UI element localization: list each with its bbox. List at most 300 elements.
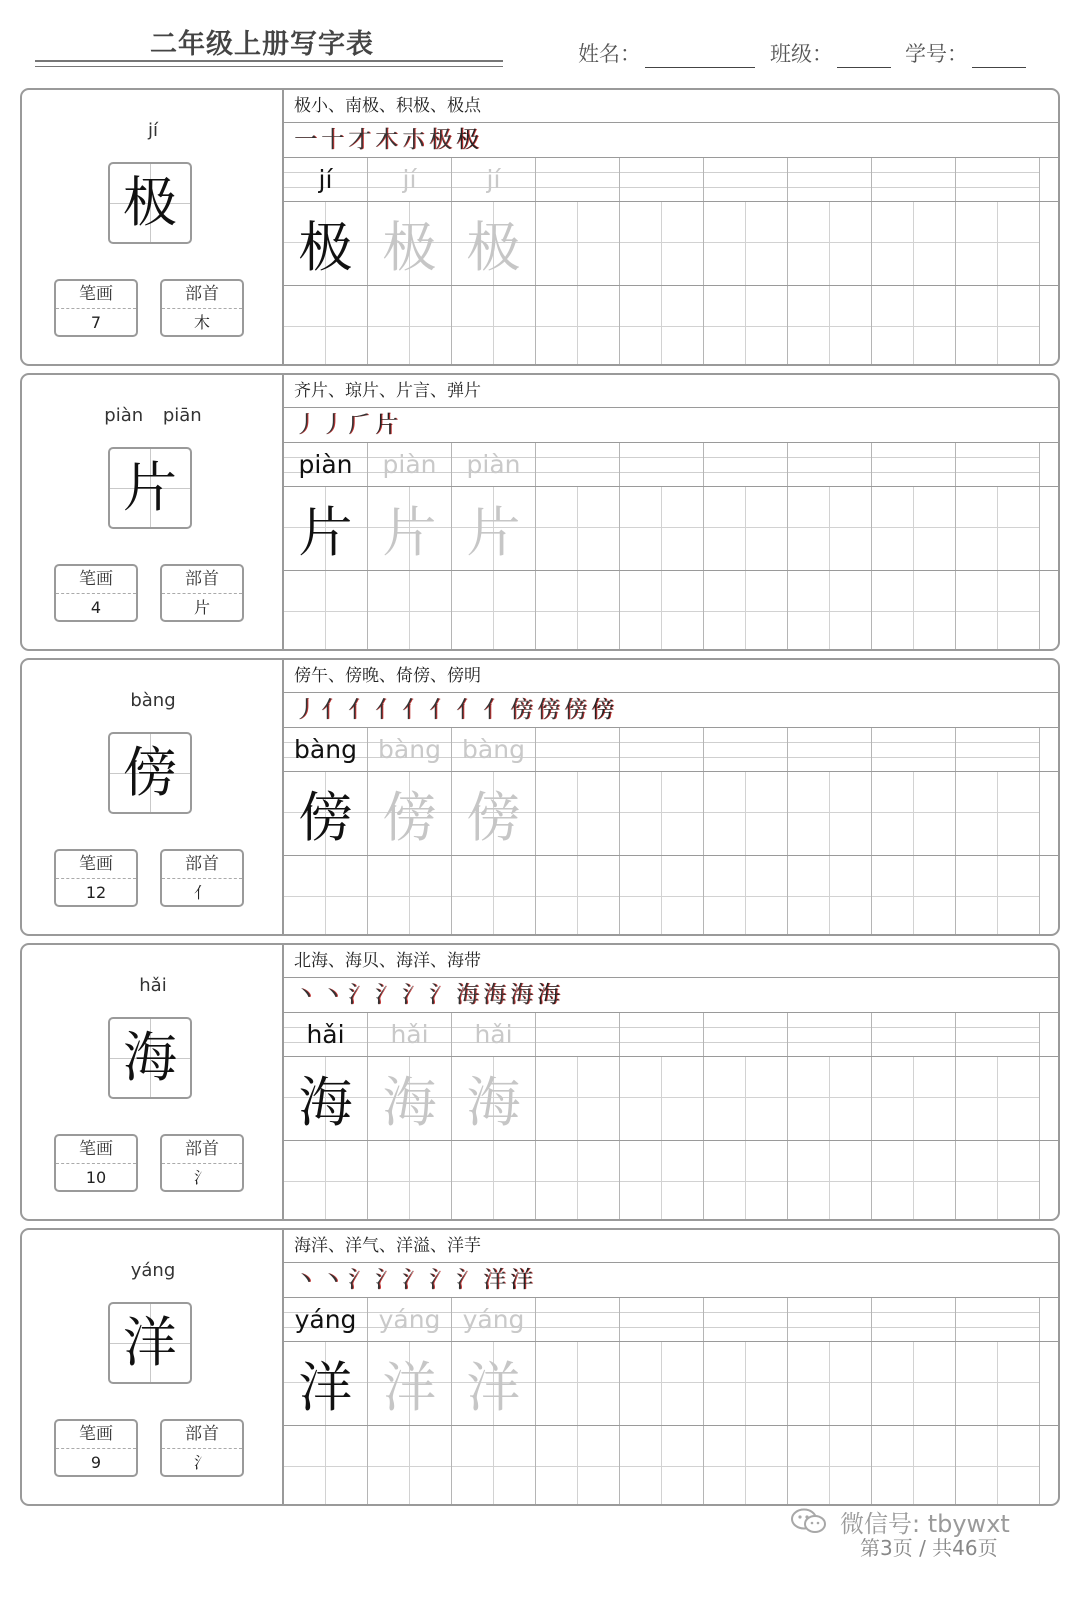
tian-grid-cell[interactable]: [368, 1057, 452, 1140]
pinyin-cell[interactable]: [788, 158, 872, 201]
pinyin-cell[interactable]: [872, 443, 956, 486]
pinyin-cell[interactable]: [284, 1013, 368, 1056]
pinyin-trace: bàng: [378, 735, 441, 764]
tian-grid-cell[interactable]: [788, 1141, 872, 1221]
tian-grid-cell[interactable]: [452, 487, 536, 570]
name-label: 姓名：: [578, 42, 641, 66]
pinyin-trace: yáng: [462, 1305, 525, 1334]
tian-grid-cell[interactable]: [704, 487, 788, 570]
tian-grid-cell[interactable]: [956, 1057, 1040, 1140]
stroke-step: 丶: [294, 982, 317, 1008]
stroke-count-box: [54, 1419, 138, 1477]
pinyin-trace: jí: [486, 165, 501, 194]
stroke-step: 傍: [564, 697, 587, 723]
name-field[interactable]: [578, 38, 755, 68]
stroke-count-value: 10: [85, 1168, 107, 1187]
tian-grid-cell[interactable]: [452, 856, 536, 936]
pinyin-cell[interactable]: [536, 1013, 620, 1056]
tian-grid-cell[interactable]: [536, 571, 620, 651]
tian-grid-cell[interactable]: [788, 856, 872, 936]
pinyin-cell[interactable]: [872, 1013, 956, 1056]
radical-label: 部首: [162, 851, 242, 879]
tian-grid-cell[interactable]: [284, 202, 368, 285]
pinyin-cell[interactable]: [620, 158, 704, 201]
radical-box: [160, 564, 244, 622]
example-words: 极小、南极、积极、极点: [284, 90, 1058, 123]
tian-grid-cell[interactable]: [284, 571, 368, 651]
pinyin-cell[interactable]: [788, 728, 872, 771]
tian-grid-cell[interactable]: [620, 286, 704, 366]
practice-panel: [284, 945, 1058, 1219]
student-no-field[interactable]: [905, 38, 1026, 68]
wechat-icon: [790, 1508, 828, 1534]
pinyin-cell[interactable]: [956, 443, 1040, 486]
tian-grid-cell[interactable]: [788, 1057, 872, 1140]
stroke-step: 丶: [321, 1267, 344, 1293]
character-info-panel: [22, 945, 284, 1219]
pinyin-cell[interactable]: [536, 1298, 620, 1341]
tian-grid-cell[interactable]: [872, 1141, 956, 1221]
stroke-step: 𠂆: [348, 412, 371, 438]
tian-grid-cell[interactable]: [620, 1057, 704, 1140]
pinyin-trace: jí: [402, 165, 417, 194]
tian-grid-cell[interactable]: [872, 571, 956, 651]
tian-grid-cell[interactable]: [872, 202, 956, 285]
pinyin-cell[interactable]: [788, 1298, 872, 1341]
blank-practice-row: [284, 571, 1058, 651]
stroke-step: 亻: [375, 697, 398, 723]
pinyin-trace: piàn: [382, 450, 437, 479]
pinyin-cell[interactable]: [872, 728, 956, 771]
char-trace: 海: [382, 1071, 437, 1134]
stroke-step: 氵: [375, 982, 398, 1008]
watermark: 微信号: tbywxt: [840, 1510, 1010, 1538]
char-trace: 片: [466, 501, 521, 564]
character-display-box: [108, 1017, 192, 1099]
tian-grid-cell[interactable]: [284, 772, 368, 855]
stroke-order-row: [284, 1263, 1058, 1298]
pinyin-cell[interactable]: [956, 158, 1040, 201]
pinyin-row: [284, 158, 1058, 202]
pinyin-cell[interactable]: [452, 158, 536, 201]
char-trace: 极: [298, 216, 353, 279]
pinyin-cell[interactable]: [368, 443, 452, 486]
tian-grid-cell[interactable]: [620, 772, 704, 855]
radical-box: [160, 1419, 244, 1477]
stroke-step: 氵: [456, 1267, 479, 1293]
stroke-step: 氵: [429, 982, 452, 1008]
stroke-step: 海: [510, 982, 533, 1008]
practice-grid: [284, 443, 1058, 651]
practice-panel: [284, 660, 1058, 934]
stroke-count-label: 笔画: [56, 851, 136, 879]
page-number: 第3页 / 共46页: [860, 1536, 998, 1560]
character-pinyin: yáng: [130, 1260, 176, 1281]
pinyin-cell[interactable]: [536, 443, 620, 486]
class-blank[interactable]: [837, 45, 891, 68]
practice-panel: [284, 90, 1058, 364]
pinyin-cell[interactable]: [704, 1298, 788, 1341]
stroke-step: 氵: [402, 982, 425, 1008]
tian-grid-cell[interactable]: [284, 1426, 368, 1506]
tian-grid-cell[interactable]: [872, 856, 956, 936]
stroke-step: 才: [348, 127, 371, 153]
character-display-box: [108, 447, 192, 529]
pinyin-cell[interactable]: [452, 1013, 536, 1056]
tian-grid-cell[interactable]: [536, 856, 620, 936]
tian-grid-cell[interactable]: [788, 571, 872, 651]
stroke-step: 氵: [348, 1267, 371, 1293]
pinyin-cell[interactable]: [620, 728, 704, 771]
stroke-step: 丶: [321, 982, 344, 1008]
stroke-step: 海: [483, 982, 506, 1008]
char-trace: 片: [382, 501, 437, 564]
char-trace: 洋: [382, 1356, 437, 1419]
stroke-step: 亻: [429, 697, 452, 723]
tian-grid-cell[interactable]: [284, 856, 368, 936]
example-words: 海洋、洋气、洋溢、洋芋: [284, 1230, 1058, 1263]
tian-grid-cell[interactable]: [704, 856, 788, 936]
character-card: [20, 373, 1060, 651]
tian-grid-cell[interactable]: [704, 772, 788, 855]
pinyin-cell[interactable]: [536, 158, 620, 201]
stroke-step: 朩: [402, 127, 425, 153]
tian-grid-cell[interactable]: [956, 571, 1040, 651]
stroke-step: 亻: [402, 697, 425, 723]
pinyin-cell[interactable]: [872, 158, 956, 201]
pinyin-cell[interactable]: [284, 158, 368, 201]
tian-grid-cell[interactable]: [704, 1426, 788, 1506]
radical-value: 片: [193, 598, 210, 617]
character-row: [284, 772, 1058, 856]
character-glyph: 片: [123, 456, 177, 519]
tian-grid-cell[interactable]: [284, 1342, 368, 1425]
tian-grid-cell[interactable]: [620, 202, 704, 285]
stroke-step: 傍: [591, 697, 614, 723]
stroke-step: 亻: [483, 697, 506, 723]
tian-grid-cell[interactable]: [284, 286, 368, 366]
stroke-step: 洋: [483, 1267, 506, 1293]
worksheet-header: [0, 0, 1080, 80]
tian-grid-cell[interactable]: [536, 1141, 620, 1221]
tian-grid-cell[interactable]: [620, 571, 704, 651]
tian-grid-cell[interactable]: [956, 202, 1040, 285]
stroke-step: 极: [456, 127, 479, 153]
stroke-count-label: 笔画: [56, 566, 136, 594]
stroke-step: 极: [429, 127, 452, 153]
tian-grid-cell[interactable]: [956, 772, 1040, 855]
character-display-box: [108, 732, 192, 814]
practice-grid: [284, 1298, 1058, 1506]
radical-label: 部首: [162, 566, 242, 594]
stroke-count-box: [54, 564, 138, 622]
tian-grid-cell[interactable]: [956, 1342, 1040, 1425]
stroke-step: 亻: [456, 697, 479, 723]
tian-grid-cell[interactable]: [872, 487, 956, 570]
pinyin-cell[interactable]: [620, 443, 704, 486]
pinyin-cell[interactable]: [284, 1298, 368, 1341]
pinyin-cell[interactable]: [368, 1298, 452, 1341]
pinyin-cell[interactable]: [956, 728, 1040, 771]
tian-grid-cell[interactable]: [452, 1426, 536, 1506]
char-trace: 片: [298, 501, 353, 564]
stroke-step: 片: [375, 412, 398, 438]
pinyin-row: [284, 1013, 1058, 1057]
stroke-count-label: 笔画: [56, 1421, 136, 1449]
tian-grid-cell[interactable]: [452, 1141, 536, 1221]
pinyin-cell[interactable]: [956, 1013, 1040, 1056]
tian-grid-cell[interactable]: [536, 1057, 620, 1140]
character-pinyin: bàng: [130, 690, 176, 711]
tian-grid-cell[interactable]: [956, 286, 1040, 366]
character-row: [284, 202, 1058, 286]
radical-value: 亻: [193, 883, 210, 902]
pinyin-cell[interactable]: [284, 443, 368, 486]
character-glyph: 极: [123, 171, 177, 234]
tian-grid-cell[interactable]: [368, 856, 452, 936]
tian-grid-cell[interactable]: [536, 202, 620, 285]
tian-grid-cell[interactable]: [536, 772, 620, 855]
stroke-order-row: [284, 978, 1058, 1013]
character-display-box: [108, 1302, 192, 1384]
pinyin-cell[interactable]: [368, 158, 452, 201]
tian-grid-cell[interactable]: [956, 856, 1040, 936]
page-title: 二年级上册写字表: [150, 29, 374, 60]
stroke-count-value: 4: [90, 598, 102, 617]
blank-practice-row: [284, 286, 1058, 366]
tian-grid-cell[interactable]: [788, 1426, 872, 1506]
example-words: 傍午、傍晚、倚傍、傍明: [284, 660, 1058, 693]
radical-value: 氵: [193, 1168, 210, 1187]
tian-grid-cell[interactable]: [872, 286, 956, 366]
stroke-count-value: 12: [85, 883, 107, 902]
stroke-count-value: 9: [90, 1453, 102, 1472]
pinyin-trace: jí: [318, 165, 333, 194]
tian-grid-cell[interactable]: [788, 487, 872, 570]
blank-practice-row: [284, 856, 1058, 936]
tian-grid-cell[interactable]: [536, 487, 620, 570]
char-trace: 极: [382, 216, 437, 279]
pinyin-trace: bàng: [462, 735, 525, 764]
tian-grid-cell[interactable]: [452, 1057, 536, 1140]
stroke-step: 木: [375, 127, 398, 153]
char-trace: 傍: [466, 786, 521, 849]
character-info-panel: [22, 90, 284, 364]
tian-grid-cell[interactable]: [704, 1057, 788, 1140]
tian-grid-cell[interactable]: [284, 1141, 368, 1221]
tian-grid-cell[interactable]: [620, 1342, 704, 1425]
practice-panel: [284, 1230, 1058, 1504]
practice-grid: [284, 728, 1058, 936]
char-trace: 傍: [382, 786, 437, 849]
character-info-panel: [22, 1230, 284, 1504]
pinyin-row: [284, 1298, 1058, 1342]
pinyin-trace: hǎi: [474, 1020, 513, 1049]
pinyin-cell[interactable]: [620, 1298, 704, 1341]
class-field[interactable]: [770, 38, 891, 68]
tian-grid-cell[interactable]: [872, 772, 956, 855]
tian-grid-cell[interactable]: [452, 1342, 536, 1425]
tian-grid-cell[interactable]: [368, 1342, 452, 1425]
character-card: [20, 658, 1060, 936]
char-trace: 极: [466, 216, 521, 279]
character-card: [20, 1228, 1060, 1506]
blank-practice-row: [284, 1141, 1058, 1221]
character-row: [284, 487, 1058, 571]
pinyin-row: [284, 443, 1058, 487]
tian-grid-cell[interactable]: [368, 571, 452, 651]
tian-grid-cell[interactable]: [536, 286, 620, 366]
char-trace: 海: [298, 1071, 353, 1134]
practice-panel: [284, 375, 1058, 649]
pinyin-cell[interactable]: [788, 443, 872, 486]
tian-grid-cell[interactable]: [452, 202, 536, 285]
tian-grid-cell[interactable]: [368, 286, 452, 366]
pinyin-cell[interactable]: [788, 1013, 872, 1056]
practice-grid: [284, 1013, 1058, 1221]
tian-grid-cell[interactable]: [704, 202, 788, 285]
stroke-count-box: [54, 1134, 138, 1192]
tian-grid-cell[interactable]: [452, 772, 536, 855]
name-blank[interactable]: [645, 45, 755, 68]
stroke-count-label: 笔画: [56, 1136, 136, 1164]
example-words: 北海、海贝、海洋、海带: [284, 945, 1058, 978]
pinyin-trace: piàn: [466, 450, 521, 479]
stroke-order-row: [284, 123, 1058, 158]
character-pinyin: jí: [147, 120, 158, 141]
example-words: 齐片、琼片、片言、弹片: [284, 375, 1058, 408]
tian-grid-cell[interactable]: [620, 1426, 704, 1506]
stroke-step: 傍: [510, 697, 533, 723]
pinyin-trace: bàng: [294, 735, 357, 764]
pinyin-cell[interactable]: [872, 1298, 956, 1341]
pinyin-trace: hǎi: [306, 1020, 345, 1049]
pinyin-cell[interactable]: [284, 728, 368, 771]
tian-grid-cell[interactable]: [704, 286, 788, 366]
pinyin-cell[interactable]: [452, 728, 536, 771]
title-underline-thin: [35, 66, 503, 67]
pinyin-cell[interactable]: [452, 1298, 536, 1341]
radical-value: 木: [193, 313, 210, 332]
pinyin-cell[interactable]: [704, 728, 788, 771]
radical-box: [160, 1134, 244, 1192]
tian-grid-cell[interactable]: [956, 1141, 1040, 1221]
char-trace: 傍: [298, 786, 353, 849]
stroke-step: 傍: [537, 697, 560, 723]
tian-grid-cell[interactable]: [788, 202, 872, 285]
tian-grid-cell[interactable]: [956, 487, 1040, 570]
tian-grid-cell[interactable]: [284, 1057, 368, 1140]
character-display-box: [108, 162, 192, 244]
tian-grid-cell[interactable]: [704, 1342, 788, 1425]
tian-grid-cell[interactable]: [368, 1426, 452, 1506]
stroke-step: 一: [294, 127, 317, 153]
tian-grid-cell[interactable]: [872, 1426, 956, 1506]
tian-grid-cell[interactable]: [368, 772, 452, 855]
tian-grid-cell[interactable]: [704, 571, 788, 651]
blank-practice-row: [284, 1426, 1058, 1506]
tian-grid-cell[interactable]: [536, 1342, 620, 1425]
character-pinyin: piàn piān: [104, 405, 202, 426]
stroke-step: 亻: [348, 697, 371, 723]
pinyin-cell[interactable]: [704, 158, 788, 201]
stroke-step: 氵: [402, 1267, 425, 1293]
pinyin-cell[interactable]: [704, 443, 788, 486]
stroke-count-value: 7: [90, 313, 102, 332]
tian-grid-cell[interactable]: [956, 1426, 1040, 1506]
char-trace: 洋: [466, 1356, 521, 1419]
stroke-step: 氵: [375, 1267, 398, 1293]
student-no-blank[interactable]: [972, 45, 1026, 68]
stroke-order-row: [284, 408, 1058, 443]
student-no-label: 学号：: [905, 42, 968, 66]
pinyin-cell[interactable]: [536, 728, 620, 771]
radical-label: 部首: [162, 1136, 242, 1164]
stroke-step: 海: [537, 982, 560, 1008]
stroke-count-label: 笔画: [56, 281, 136, 309]
stroke-step: 海: [456, 982, 479, 1008]
pinyin-cell[interactable]: [620, 1013, 704, 1056]
character-glyph: 海: [123, 1026, 177, 1089]
tian-grid-cell[interactable]: [788, 772, 872, 855]
stroke-step: 丶: [294, 1267, 317, 1293]
tian-grid-cell[interactable]: [872, 1342, 956, 1425]
radical-label: 部首: [162, 281, 242, 309]
character-info-panel: [22, 660, 284, 934]
char-trace: 海: [466, 1071, 521, 1134]
character-card: [20, 88, 1060, 366]
tian-grid-cell[interactable]: [704, 1141, 788, 1221]
char-trace: 洋: [298, 1356, 353, 1419]
stroke-order-row: [284, 693, 1058, 728]
stroke-step: 洋: [510, 1267, 533, 1293]
character-card: [20, 943, 1060, 1221]
pinyin-cell[interactable]: [452, 443, 536, 486]
tian-grid-cell[interactable]: [452, 571, 536, 651]
pinyin-row: [284, 728, 1058, 772]
tian-grid-cell[interactable]: [284, 487, 368, 570]
tian-grid-cell[interactable]: [620, 856, 704, 936]
radical-value: 氵: [193, 1453, 210, 1472]
radical-box: [160, 849, 244, 907]
stroke-step: 丿: [294, 412, 317, 438]
pinyin-trace: yáng: [378, 1305, 441, 1334]
tian-grid-cell[interactable]: [620, 1141, 704, 1221]
pinyin-cell[interactable]: [368, 1013, 452, 1056]
tian-grid-cell[interactable]: [368, 487, 452, 570]
tian-grid-cell[interactable]: [368, 202, 452, 285]
stroke-step: 亻: [321, 697, 344, 723]
tian-grid-cell[interactable]: [788, 1342, 872, 1425]
tian-grid-cell[interactable]: [536, 1426, 620, 1506]
character-row: [284, 1057, 1058, 1141]
tian-grid-cell[interactable]: [368, 1141, 452, 1221]
tian-grid-cell[interactable]: [872, 1057, 956, 1140]
stroke-count-box: [54, 849, 138, 907]
tian-grid-cell[interactable]: [620, 487, 704, 570]
pinyin-cell[interactable]: [704, 1013, 788, 1056]
tian-grid-cell[interactable]: [452, 286, 536, 366]
character-info-panel: [22, 375, 284, 649]
character-pinyin: hǎi: [139, 975, 167, 996]
stroke-step: 氵: [348, 982, 371, 1008]
stroke-step: 丿: [321, 412, 344, 438]
pinyin-cell[interactable]: [368, 728, 452, 771]
pinyin-trace: hǎi: [390, 1020, 429, 1049]
radical-label: 部首: [162, 1421, 242, 1449]
tian-grid-cell[interactable]: [788, 286, 872, 366]
pinyin-cell[interactable]: [956, 1298, 1040, 1341]
